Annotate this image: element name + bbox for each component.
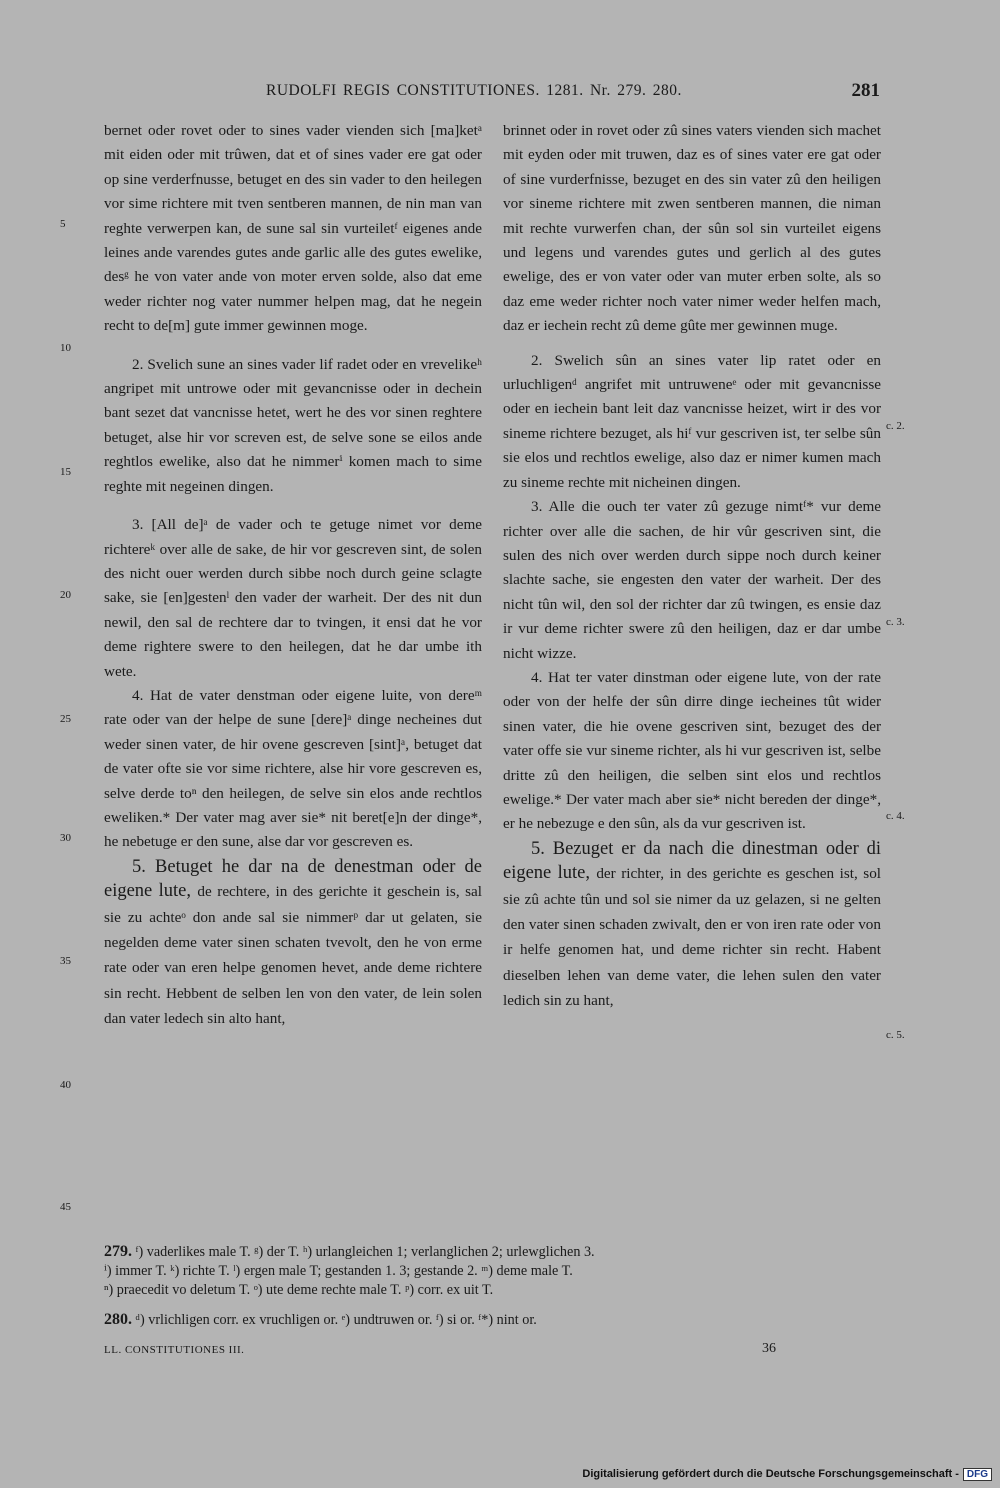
line-number: 40 [60,1079,71,1091]
paragraph: 2. Swelich sûn an sines vater lip ratet oder en urluchligenᵈ angrifet mit untruweneᵉ oder mit gevancnisse oder en iechein bant leit daz vancnisse heizet, wirt ir des vor sineme richtere bezuget, als hiᶠ vur gescriven ist, ter selbe sûn sie elos und rechtlos ewelige, also daz er nimer kumen mach zu sineme rechte mit nicheinen dingen. [503,351,881,491]
paragraph: 4. Hat de vater denstman oder eigene luite, von dereᵐ rate oder van der helpe de sune [dere]ᵃ dinge necheines dut weder sinen vater, de hir ovene gescreven [sint]ᵃ, betuget dat de vater ofte sie vor sime richtere, alse hir vore gescreven es, selve derde toⁿ den heilegen, de selve sin elos ande rechtlos eweliken.* Der vater mag aver sie* nit beret[e]n der dinge*, he nebetuge er den sune, alse dar vor gescreven es. [104,686,482,851]
right-column-high-german [503,119,881,1014]
footnote-line: ⁱ) immer T. ᵏ) richte T. ˡ) ergen male T; gestanden 1. 3; gestande 2. ᵐ) deme male T. [104,1263,573,1279]
chapter-number: c. 5. [886,1029,905,1041]
footnote-line: ⁿ) praecedit vo deletum T. ᵒ) ute deme rechte male T. ᵖ) corr. ex uit T. [104,1282,494,1298]
line-number: 45 [60,1201,71,1213]
footnote-line: 279. ᶠ) vaderlikes male T. ᵍ) der T. ʰ) urlangleichen 1; verlanglichen 2; urlewglichen 3. [104,1243,595,1260]
chapter-number: c. 3. [886,616,905,628]
footnote-label: 280. [104,1311,132,1328]
dfg-credit [582,1468,992,1481]
footnote-label: 279. [104,1243,132,1260]
line-number: 20 [60,589,71,601]
section-heading: 5. Bezuget er da nach die dinestman oder di eigene lute, [503,838,881,884]
paragraph: brinnet oder in rovet oder zû sines vaters vienden sich machet mit eyden oder mit truwen, daz es of sines vater ere gat oder of sine vurderfnisse, bezuget en des sin vater zû den heiligen vor sineme richtere mit zwen sentberen mannen, die niman mit rechte vurwerfen chan, der sûn sol sin vurteilet eigens und legens und varendes gutes und gerlich al des gutes ewelige, des er von vater oder van muter erben solte, als so daz eme weder richter noch vater nimer weder helfen mach, daz er iechein recht zû deme gûte mer gewinnen muge. [503,122,881,335]
paragraph: 4. Hat ter vater dinstman oder eigene lute, von der rate oder von der helfe der sûn dirre dinge iecheines tût wider sinen vater, die hie ovene gescriven sint, bezuget des der vater offe sie vur sineme richter, als hi vur gescriven ist, selbe dritte zû den heiligen, die selben sint elos und rechtlos ewelige.* Der vater mach aber sie* nicht bereden der dinge*, er he nebezuge e den sûn, als da vur gescriven ist. [503,668,881,833]
section-heading: 5. Betuget he dar na de denestman oder de eigene lute, [104,856,482,902]
page-header [266,82,880,110]
series-title: LL. CONSTITUTIONES III. [104,1344,245,1356]
line-number: 35 [60,955,71,967]
page-number: 281 [851,80,880,101]
chapter-number: c. 4. [886,810,905,822]
footnotes [104,1242,884,1330]
dfg-logo: DFG [963,1468,992,1481]
footnote-line: 280. ᵈ) vrlichligen corr. ex vruchligen or. ᵉ) undtruwen or. ᶠ) si or. ᶠ*) nint or. [104,1311,537,1328]
dfg-credit-text: Digitalisierung gefördert durch die Deutsche Forschungsgemeinschaft - [582,1468,959,1480]
paragraph: 3. Alle die ouch ter vater zû gezuge nimtᶠ* vur deme richter over alle die sachen, de hir vûr gescriven sint, die sulen des nich over werden durch sippe noch durch keiner slachte sache, sie engesten den vater der warheit. Der des nicht tûn wil, den sol der richter dar zû twingen, es ensie daz ir vur deme richter swere zû den heiligen, daz er dar umbe nicht wizze. [503,498,881,662]
left-column-low-german [104,119,482,1032]
paragraph [503,837,881,1014]
paragraph: 2. Svelich sune an sines vader lif radet oder en vrevelikeʰ angripet mit untrowe oder mit gevancnisse oder in dechein bant sezet dat vancnisse hetet, wert he des vor sinen reghtere betuget, alse hir vor screven est, de selve sone se eilos ande reghtlos ewelike, also dat he nimmerⁱ komen mach to sime reghte mit negeinen dingen. [104,355,482,495]
running-title: RUDOLFI REGIS CONSTITUTIONES. 1281. Nr. 279. 280. [266,82,682,99]
paragraph-text: der richter, in des gerichte es geschen ist, sol sie zû achte tûn und sol sie nimer da uz gelazen, si ne gelten den vater sinen schaden zwivalt, den er von iren rate oder von ir helfe genomen hat, und deme richter sin recht. Habent dieselben lehen van deme vater, die lehen sulen den vater ledich sin zu hant, [503,865,882,1010]
line-number: 5 [60,218,66,230]
paragraph [104,855,482,1032]
chapter-number: c. 2. [886,420,905,432]
line-number: 25 [60,713,71,725]
line-number: 15 [60,466,71,478]
signature-mark: 36 [762,1341,776,1356]
line-number: 30 [60,832,71,844]
paragraph: bernet oder rovet oder to sines vader vienden sich [ma]ketᵃ mit eiden oder mit trûwen, dat et of sines vader ere gat oder op sine verderfnusse, betuget en des sin vader to den heilegen vor sime richtere mit tven sentberen mannen, de nin man van reghte verwerpen kan, de sune sal sin vurteiletᶠ eigenes ande leines ande varendes gutes ande garlic alle des gutes ewelike, desᵍ he von vater ande von moter erven solde, also dat eme weder richter nog vater nummer helpen mag, dat he negein recht to de[m] gute immer gewinnen moge. [104,122,482,335]
line-number: 10 [60,342,71,354]
paragraph-text: de rechtere, in des gerichte it geschein is, sal sie zu achteᵒ don ande sal sie nimmerᵖ dar ut gelaten, sie negelden deme vater sinen schaten tvevolt, den he von erme rate oder van eren helpe genomen hevet, ande deme richtere sin recht. Hebbent de selben len von den vater, de lein solen dan vater ledech sin alto hant, [104,883,483,1028]
paragraph: 3. [All de]ᵃ de vader och te getuge nimet vor deme richtereᵏ over alle de sake, de hir vor gescreven sint, de solen des nicht ouer werden durch sibbe noch durch geine sclagte sake, sie [en]gestenˡ den vader der warheit. Der des nit dun newil, den sal de rechtere dar to tvingen, it ensi dat he vor deme rightere swere to den heilegen, dat he dar umbe ith wete. [104,516,482,680]
